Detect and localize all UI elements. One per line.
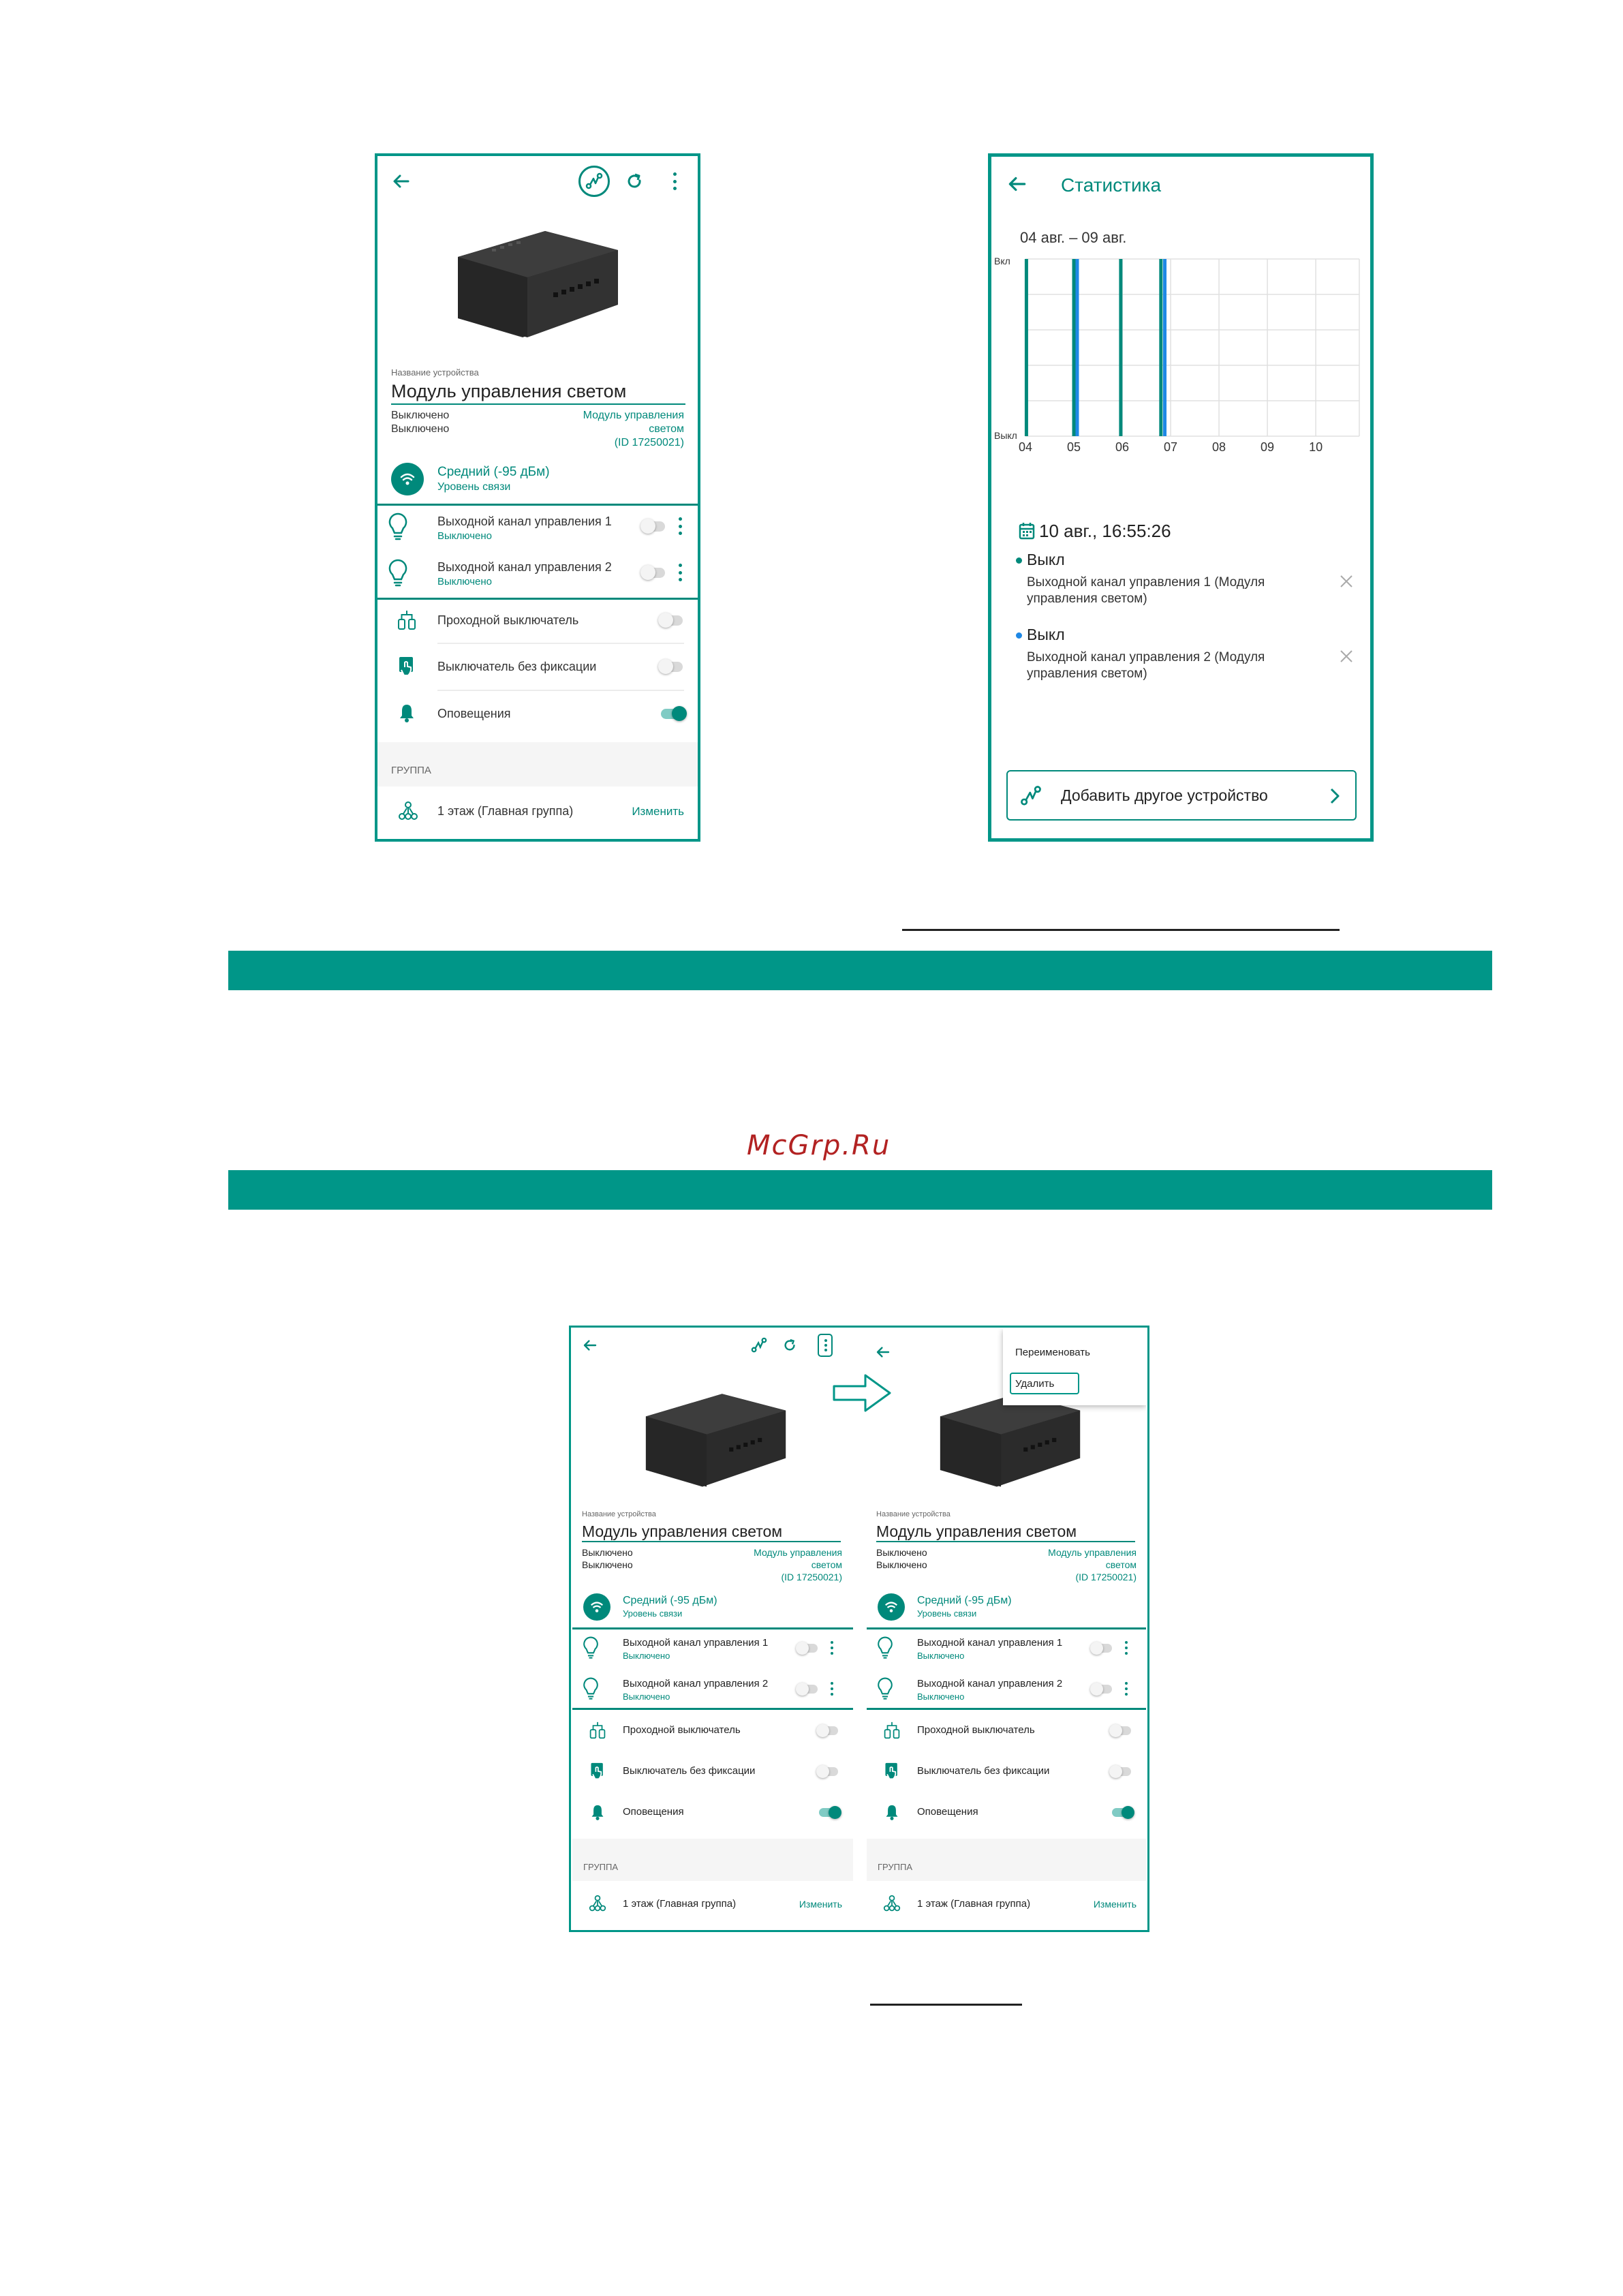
push-button-icon [589,1761,606,1781]
section-divider [377,598,698,600]
setting-momentary-toggle[interactable] [1111,1767,1131,1776]
event-datetime: 10 авг., 16:55:26 [1039,521,1171,541]
rename-menu-item[interactable]: Переименовать [1015,1347,1090,1358]
device-type-text-2: светом [1105,1559,1137,1570]
back-arrow-icon[interactable] [582,1337,598,1353]
event-1-description: Выходной канал управления 1 (Модуля [1027,575,1265,590]
setting-notifications-label: Оповещения [917,1806,978,1818]
y-tick-label: Выкл [994,430,1017,441]
section-banner [228,951,1492,990]
channel-1-state-text: Выключено [582,1547,633,1558]
x-tick-label: 06 [1115,440,1130,454]
group-header: ГРУППА [391,765,431,776]
refresh-icon[interactable] [624,171,645,192]
setting-momentary-label: Выключатель без фиксации [623,1765,756,1777]
pass-through-switch-icon [397,609,417,632]
event-2-state: Выкл [1027,626,1065,643]
channel-2-more-icon[interactable] [677,564,683,581]
device-name-label: Название устройства [582,1510,656,1518]
event-1-dot [1016,557,1022,564]
close-icon[interactable] [1339,574,1354,589]
refresh-icon[interactable] [782,1337,798,1353]
date-range: 04 авг. – 09 авг. [1020,229,1127,246]
bell-icon [884,1803,899,1821]
delete-menu-item[interactable]: Удалить [1010,1373,1079,1394]
channel-1-status: Выключено [437,530,492,542]
section-divider [572,1708,853,1710]
pass-through-switch-icon [589,1720,606,1741]
channel-1-toggle[interactable] [1092,1644,1112,1653]
row-separator [437,690,684,691]
more-menu-icon [824,1339,827,1351]
section-divider [572,1627,853,1629]
x-tick-label: 05 [1066,440,1081,454]
status-chart [991,252,1370,463]
device-name-field[interactable]: Модуль управления светом [876,1522,1135,1542]
channel-1-more-icon[interactable] [1124,1641,1128,1655]
setting-pass-through-toggle[interactable] [818,1726,838,1735]
page-title: Статистика [1061,174,1162,196]
event-2-dot [1016,632,1022,639]
signal-indicator [878,1593,905,1621]
x-tick-label: 04 [1018,440,1033,454]
device-name-label: Название устройства [391,367,479,378]
device-type-text-2: светом [649,423,684,435]
push-button-icon [397,655,417,678]
setting-pass-through-label: Проходной выключатель [917,1724,1035,1736]
bulb-icon [387,512,409,542]
group-name: 1 этаж (Главная группа) [623,1898,737,1910]
channel-1-label[interactable]: Выходной канал управления 1 [623,1637,769,1649]
more-menu-button[interactable] [818,1334,833,1357]
signal-subtitle: Уровень связи [623,1608,683,1619]
x-tick-label: 07 [1164,440,1178,454]
signal-subtitle: Уровень связи [437,481,511,493]
device-name-field[interactable]: Модуль управления светом [582,1522,841,1542]
channel-2-status: Выключено [623,1692,670,1702]
event-1-state: Выкл [1027,551,1065,568]
close-icon[interactable] [1339,649,1354,664]
bulb-icon [582,1677,600,1701]
event-1-description-2: управления светом) [1027,592,1147,606]
statistics-button[interactable] [578,166,610,197]
device-name-label: Название устройства [876,1510,950,1518]
channel-1-label[interactable]: Выходной канал управления 1 [437,515,612,528]
bulb-icon [387,558,409,588]
group-icon [883,1895,901,1912]
device-type-text: Модуль управления [583,410,684,421]
device-screen-bottom-right [867,1329,1146,1929]
add-device-button[interactable] [1006,770,1357,821]
pass-through-switch-icon [883,1720,901,1741]
device-id-text: (ID 17250021) [1075,1572,1137,1582]
channel-1-status: Выключено [917,1651,965,1661]
channel-1-status: Выключено [623,1651,670,1661]
device-name-field[interactable]: Модуль управления светом [391,381,685,405]
signal-subtitle: Уровень связи [917,1608,977,1619]
channel-2-state-text: Выключено [876,1559,927,1570]
group-icon [398,801,418,821]
section-divider [377,504,698,506]
channel-1-label[interactable]: Выходной канал управления 1 [917,1637,1063,1649]
channel-2-more-icon[interactable] [1124,1682,1128,1696]
calendar-icon [1019,522,1035,540]
device-type-text: Модуль управления [1048,1547,1137,1558]
bulb-icon [876,1636,894,1660]
x-tick-label: 09 [1261,440,1275,454]
push-button-icon [883,1761,901,1781]
add-device-label: Добавить другое устройство [1061,786,1268,804]
channel-1-toggle[interactable] [642,521,665,532]
setting-pass-through-label: Проходной выключатель [437,613,579,627]
device-image [638,1381,794,1494]
group-name: 1 этаж (Главная группа) [917,1898,1031,1910]
channel-2-status: Выключено [917,1692,965,1702]
setting-notifications-label: Оповещения [437,707,511,720]
bulb-icon [582,1636,600,1660]
channel-2-more-icon[interactable] [830,1682,834,1696]
channel-2-label[interactable]: Выходной канал управления 2 [437,560,612,574]
section-banner [228,1170,1492,1210]
route-icon[interactable] [751,1337,767,1353]
device-id-text: (ID 17250021) [781,1572,842,1582]
signal-title: Средний (-95 дБм) [623,1595,717,1606]
back-arrow-icon[interactable] [391,171,412,192]
y-tick-label: Вкл [994,256,1010,266]
channel-1-toggle[interactable] [797,1644,818,1653]
channel-1-state-text: Выключено [391,410,450,421]
more-menu-icon[interactable] [672,172,677,190]
statistics-screen [988,153,1374,842]
signal-indicator [583,1593,610,1621]
bell-icon [398,703,416,723]
setting-pass-through-toggle[interactable] [1111,1726,1131,1735]
channel-2-state-text: Выключено [391,423,450,435]
setting-notifications-toggle[interactable] [1112,1808,1132,1817]
back-arrow-icon[interactable] [875,1344,891,1360]
text-underline [870,2004,1022,2006]
chevron-right-icon [1328,786,1342,806]
back-arrow-icon[interactable] [1006,173,1028,195]
wifi-icon [884,1599,899,1614]
signal-title: Средний (-95 дБм) [437,465,550,479]
text-underline [902,929,1340,931]
device-type-text: Модуль управления [754,1547,842,1558]
channel-1-more-icon[interactable] [677,517,683,535]
wifi-icon [589,1599,604,1614]
channel-1-state-text: Выключено [876,1547,927,1558]
device-id-text: (ID 17250021) [614,437,684,448]
signal-title: Средний (-95 дБм) [917,1595,1012,1606]
setting-momentary-label: Выключатель без фиксации [437,660,597,673]
device-image [451,216,625,346]
group-change-link[interactable]: Изменить [799,1899,842,1910]
x-tick-label: 10 [1309,440,1323,454]
watermark: McGrp.Ru [747,1130,891,1161]
row-separator [437,643,684,644]
setting-notifications-toggle[interactable] [661,709,684,719]
bell-icon [590,1803,605,1821]
setting-momentary-toggle[interactable] [660,662,683,672]
channel-2-toggle[interactable] [642,568,665,578]
group-change-link[interactable]: Изменить [632,805,684,818]
device-type-text-2: светом [811,1559,842,1570]
channel-2-label[interactable]: Выходной канал управления 2 [623,1678,769,1689]
setting-notifications-label: Оповещения [623,1806,684,1818]
channel-2-status: Выключено [437,576,492,587]
signal-indicator [391,463,424,495]
group-header: ГРУППА [583,1862,619,1872]
bulb-icon [876,1677,894,1701]
setting-momentary-toggle[interactable] [818,1767,838,1776]
channel-1-more-icon[interactable] [830,1641,834,1655]
setting-notifications-toggle[interactable] [819,1808,839,1817]
setting-pass-through-label: Проходной выключатель [623,1724,741,1736]
device-screen-bottom-left [572,1329,853,1929]
channel-2-label[interactable]: Выходной канал управления 2 [917,1678,1063,1689]
route-icon [1020,785,1042,807]
device-screen-top [375,153,700,842]
channel-2-toggle[interactable] [797,1685,818,1694]
event-2-description-2: управления светом) [1027,667,1147,681]
group-header: ГРУППА [878,1862,913,1872]
route-icon [585,172,603,190]
channel-2-state-text: Выключено [582,1559,633,1570]
event-2-description: Выходной канал управления 2 (Модуля [1027,650,1265,664]
setting-momentary-label: Выключатель без фиксации [917,1765,1050,1777]
wifi-icon [399,471,416,487]
section-divider [867,1708,1146,1710]
group-change-link[interactable]: Изменить [1093,1899,1137,1910]
x-tick-label: 08 [1212,440,1226,454]
group-name: 1 этаж (Главная группа) [437,804,574,818]
context-menu [1003,1329,1146,1405]
section-divider [867,1627,1146,1629]
channel-2-toggle[interactable] [1092,1685,1112,1694]
group-icon [589,1895,606,1912]
setting-pass-through-toggle[interactable] [660,615,683,626]
